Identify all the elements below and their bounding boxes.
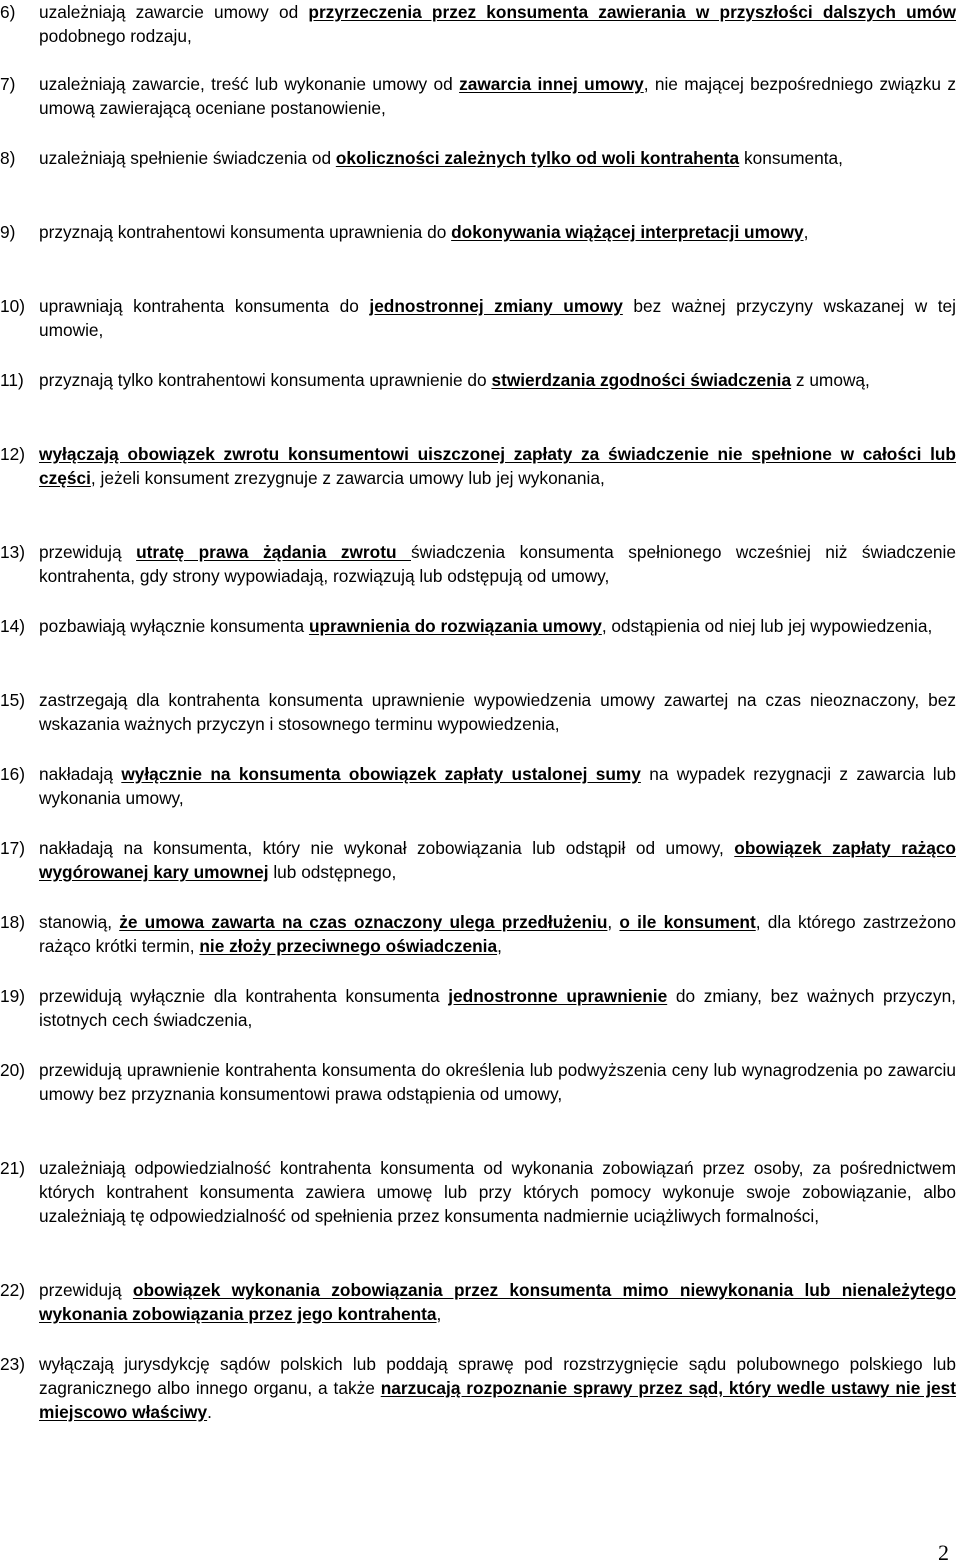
- item-number: 20): [0, 1060, 25, 1080]
- item-number: 13): [0, 542, 25, 562]
- item-text: [39, 1352, 956, 1424]
- item-number: 18): [0, 912, 25, 932]
- emphasized-phrase: dokonywania wiążącej interpretacji umowy: [451, 222, 804, 242]
- item-number: 17): [0, 838, 25, 858]
- emphasized-phrase: że umowa zawarta na czas oznaczony ulega przedłużeniu: [119, 912, 608, 932]
- item-text: [39, 1278, 956, 1326]
- item-text: [39, 836, 956, 884]
- emphasized-phrase: jednostronnej zmiany umowy: [369, 296, 623, 316]
- item-number: 10): [0, 296, 25, 316]
- page-number: 2: [938, 1540, 949, 1565]
- text-segment: przyznają tylko kontrahentowi konsumenta uprawnienie do: [39, 370, 492, 390]
- text-segment: uprawniają kontrahenta konsumenta do: [39, 296, 370, 316]
- item-text: [39, 984, 956, 1032]
- text-segment: przewidują: [39, 542, 137, 562]
- item-number: 7): [0, 74, 16, 94]
- item-text: [39, 910, 956, 958]
- text-segment: przewidują: [39, 1280, 133, 1300]
- item-number: 16): [0, 764, 25, 784]
- item-text: [39, 1156, 956, 1228]
- text-segment: z umową,: [791, 370, 870, 390]
- text-segment: pozbawiają wyłącznie konsumenta: [39, 616, 309, 636]
- text-segment: przewidują uprawnienie kontrahenta konsumenta do określenia lub podwyższenia ceny lub wynagrodzenia po zawarciu umowy bez przyznania konsumentowi prawa odstąpienia od umowy,: [39, 1060, 956, 1104]
- text-segment: na wypadek rezygnacji z zawarcia lub wykonania umowy,: [39, 764, 956, 808]
- text-segment: , dla którego zastrzeżono rażąco krótki termin,: [39, 912, 956, 956]
- text-segment: podobnego rodzaju,: [39, 26, 192, 46]
- item-text: [39, 1058, 956, 1106]
- item-number: 23): [0, 1354, 25, 1374]
- item-text: [39, 0, 956, 48]
- item-text: [39, 762, 956, 810]
- text-segment: nakładają: [39, 764, 122, 784]
- text-segment: , nie mającej bezpośredniego związku z umową zawierającą oceniane postanowienie,: [39, 74, 956, 118]
- text-segment: przyznają kontrahentowi konsumenta uprawnienia do: [39, 222, 452, 242]
- text-segment: ,: [803, 222, 809, 242]
- text-segment: ,: [607, 912, 620, 932]
- text-segment: przewidują wyłącznie dla kontrahenta konsumenta: [39, 986, 449, 1006]
- item-text: [39, 614, 956, 638]
- item-text: [39, 72, 956, 120]
- item-number: 19): [0, 986, 25, 1006]
- text-segment: uzależniają zawarcie, treść lub wykonanie umowy od: [39, 74, 460, 94]
- text-segment: ,: [436, 1304, 442, 1324]
- emphasized-phrase: narzucają rozpoznanie sprawy przez sąd, który wedle ustawy nie jest miejscowo właściwy: [39, 1378, 956, 1422]
- emphasized-phrase: wyłącznie na konsumenta obowiązek zapłaty ustalonej sumy: [121, 764, 641, 784]
- text-segment: konsumenta,: [739, 148, 843, 168]
- text-segment: uzależniają spełnienie świadczenia od: [39, 148, 336, 168]
- text-segment: , jeżeli konsument zrezygnuje z zawarcia umowy lub jej wykonania,: [90, 468, 605, 488]
- text-segment: wyłączają jurysdykcję sądów polskich lub poddają sprawę pod rozstrzygnięcie sądu polubownego polskiego lub zagranicznego albo innego organu, a także: [39, 1354, 956, 1398]
- text-segment: uzależniają odpowiedzialność kontrahenta konsumenta od wykonania zobowiązań przez osoby, za pośrednictwem których kontrahent konsumenta zawiera umowę lub przy których pomocy wykonuje swoje zobowiązanie, albo uzależniają tę odpowiedzialność od spełnienia przez konsumenta nadmiernie uciążliwych formalności,: [39, 1158, 956, 1226]
- emphasized-phrase: jednostronne uprawnienie: [448, 986, 668, 1006]
- emphasized-phrase: stwierdzania zgodności świadczenia: [491, 370, 792, 390]
- item-number: 21): [0, 1158, 25, 1178]
- text-segment: nakładają na konsumenta, który nie wykonał zobowiązania lub odstąpił od umowy,: [39, 838, 735, 858]
- text-segment: stanowią,: [39, 912, 120, 932]
- text-segment: .: [207, 1402, 212, 1422]
- item-text: [39, 220, 956, 244]
- item-text: [39, 442, 956, 490]
- emphasized-phrase: zawarcia innej umowy: [459, 74, 644, 94]
- emphasized-phrase: wyłączają obowiązek zwrotu konsumentowi uiszczonej zapłaty za świadczenie nie spełnione w całości lub części: [39, 444, 956, 488]
- item-text: [39, 688, 956, 736]
- item-number: 11): [0, 370, 24, 390]
- text-segment: zastrzegają dla kontrahenta konsumenta uprawnienie wypowiedzenia umowy zawartej na czas nieoznaczony, bez wskazania ważnych przyczyn i stosownego terminu wypowiedzenia,: [39, 690, 956, 734]
- emphasized-phrase: uprawnienia do rozwiązania umowy: [308, 616, 602, 636]
- text-segment: do zmiany, bez ważnych przyczyn, istotnych cech świadczenia,: [39, 986, 956, 1030]
- emphasized-phrase: nie złoży przeciwnego oświadczenia: [199, 936, 498, 956]
- item-number: 8): [0, 148, 16, 168]
- text-segment: ,: [497, 936, 502, 956]
- emphasized-phrase: przyrzeczenia przez konsumenta zawierania w przyszłości dalszych umów: [308, 2, 956, 22]
- emphasized-phrase: o ile konsument: [619, 912, 756, 932]
- emphasized-phrase: utratę prawa żądania zwrotu: [136, 542, 411, 562]
- item-number: 12): [0, 444, 25, 464]
- item-number: 22): [0, 1280, 25, 1300]
- emphasized-phrase: obowiązek wykonania zobowiązania przez konsumenta mimo niewykonania lub nienależytego wykonania zobowiązania przez jego kontrahenta: [39, 1280, 956, 1324]
- text-segment: świadczenia konsumenta spełnionego wcześniej niż świadczenie kontrahenta, gdy strony wypowiadają, rozwiązują lub odstępują od umowy,: [39, 542, 956, 586]
- text-segment: lub odstępnego,: [268, 862, 397, 882]
- text-segment: uzależniają zawarcie umowy od: [39, 2, 309, 22]
- item-text: [39, 146, 956, 170]
- item-text: [39, 368, 956, 392]
- item-number: 9): [0, 222, 16, 242]
- item-number: 15): [0, 690, 25, 710]
- item-text: [39, 540, 956, 588]
- text-segment: , odstąpienia od niej lub jej wypowiedzenia,: [601, 616, 933, 636]
- item-number: 14): [0, 616, 25, 636]
- item-number: 6): [0, 2, 16, 22]
- text-segment: bez ważnej przyczyny wskazanej w tej umowie,: [39, 296, 956, 340]
- item-text: [39, 294, 956, 342]
- emphasized-phrase: okoliczności zależnych tylko od woli kontrahenta: [335, 148, 740, 168]
- emphasized-phrase: obowiązek zapłaty rażąco wygórowanej kary umownej: [39, 838, 956, 882]
